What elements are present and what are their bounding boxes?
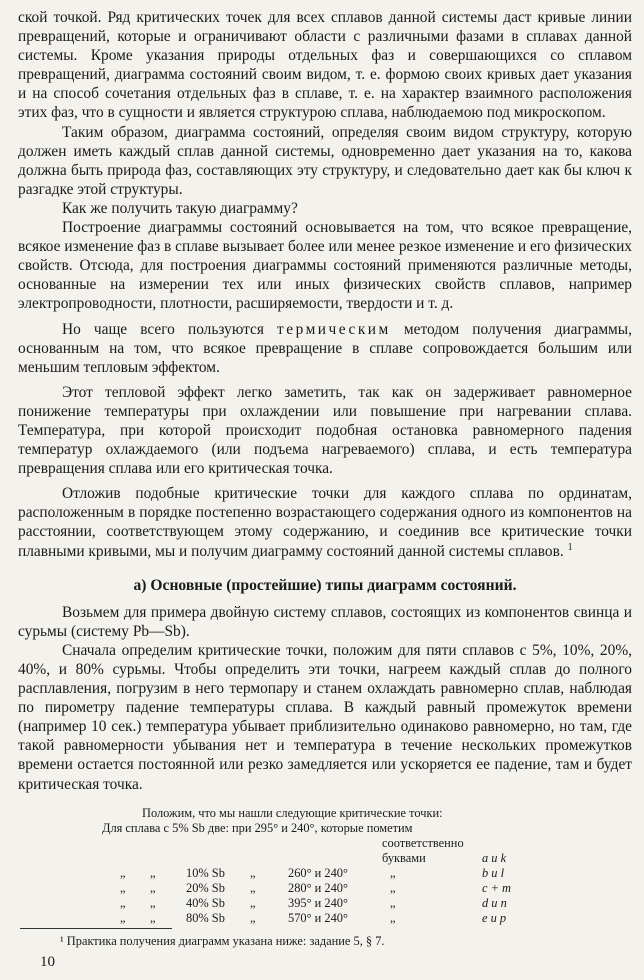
section-heading: а) Основные (простейшие) типы диаграмм состояний. xyxy=(133,576,517,594)
paragraph: Сначала определим критические точки, положим для пяти сплавов с 5%, 10%, 20%, 40%, и 80% сурьмы. Чтобы определить эти точки, нагреем каждый сплав до полного расплавления, погрузим в него термопару и станем охлаждать равномерно сплав, наблюдая по пирометру падение температуры сплава. В каждый равный промежуток времени (например 10 сек.) температура убывает приблизительно одинаково равномерно, но там, где такой равномерности убывания нет и температура в течение нескольких промежутков времени остается постоянной или резко замедляется или ускоряется ее падение, там и будет критическая точка. xyxy=(18,641,632,793)
paragraph-question: Как же получить такую диаграмму? xyxy=(62,199,298,217)
paragraph: Отложив подобные критические точки для каждого сплава по ординатам, расположенным в порядке постепенно возрастающего содержания одного из компонентов на расстоянии, соответствующем этому содержанию, и соединив все критические точки плавными кривыми, мы и получим диаграмму состояний данной системы сплавов. $^1$ xyxy=(18,485,632,560)
paragraph: Построение диаграммы состояний основывается на том, что всякое превращение, всякое изменение фаз в сплаве вызывает более или менее резкое изменение и его физических свойств. Отсюда, для построения диаграммы состояний применяются различные методы, основанные на измерении тех или иных физических свойств сплавов, например электропроводности, плотности, расширяемости, твердости и т. д. xyxy=(18,219,632,313)
body-text xyxy=(18,8,632,794)
paragraph: Этот тепловой эффект легко заметить, так как он задерживает равномерное понижение температуры при охлаждении или повышение при нагревании сплава. Температура, при которой происходит подобная остановка равномерного падения температур охлаждаемого (или подъема нагреваемого) сплава, и есть температура превращения сплава или его критическая точка. xyxy=(18,383,632,478)
emphasized-word: термическим xyxy=(277,320,391,338)
table-first-row: Для сплава с 5% Sb две: при 295° и 240°, которые пометим xyxy=(102,821,413,835)
paragraph-thermal-method: Но чаще всего пользуются термическим методом получения диаграммы, основанным на том, что всякое превращение в сплаве сопровождается большим или меньшим тепловым эффектом. xyxy=(18,320,632,376)
footnote: ¹ Практика получения диаграмм указана ниже: задание 5, § 7. xyxy=(60,934,385,948)
table-row: „ „ 80% Sb „ 570° и 240° „ e и p xyxy=(120,911,507,925)
paragraph: ской точкой. Ряд критических точек для всех сплавов данной системы даст кривые линии превращений, которые и ограничивают области с различными фазами в сплавах данной системы. Кроме указания природы отдельных фаз и совершающихся со сплавом превращений, диаграмма состояний своим видом, т. е. формою своих кривых дает указания и на способ сочетания отдельных фаз в сплаве, т. е. на характер взаимного расположения этих фаз, что в сущности и является структурою сплава, наблюдаемою под микроскопом. xyxy=(18,9,632,122)
footnote-divider xyxy=(20,928,172,929)
table-intro: Положим, что мы нашли следующие критические точки: xyxy=(142,806,443,820)
paragraph: Возьмем для примера двойную систему сплавов, состоящих из компонентов свинца и сурьмы (систему Pb—Sb). xyxy=(18,603,632,640)
paragraph: Таким образом, диаграмма состояний, определяя своим видом структуру, которую должен иметь каждый сплав данной системы, одновременно дает указания на то, какова должна быть природа фаз, составляющих эту структуру, и следовательно дает как бы ключ к разгадке этой структуры. xyxy=(18,123,632,198)
footnote-reference: 1 xyxy=(567,541,573,553)
page-number: 10 xyxy=(40,954,55,970)
table-row: „ „ 20% Sb „ 280° и 240° „ c + m xyxy=(120,881,512,895)
table-row: „ „ 10% Sb „ 260° и 240° „ b и l xyxy=(120,866,505,880)
table-letters-header: буквами a и k xyxy=(382,851,507,865)
table-row: „ „ 40% Sb „ 395° и 240° „ d и n xyxy=(120,896,507,910)
critical-points-table xyxy=(90,806,530,926)
table-letters-header: соответственно xyxy=(382,836,464,850)
